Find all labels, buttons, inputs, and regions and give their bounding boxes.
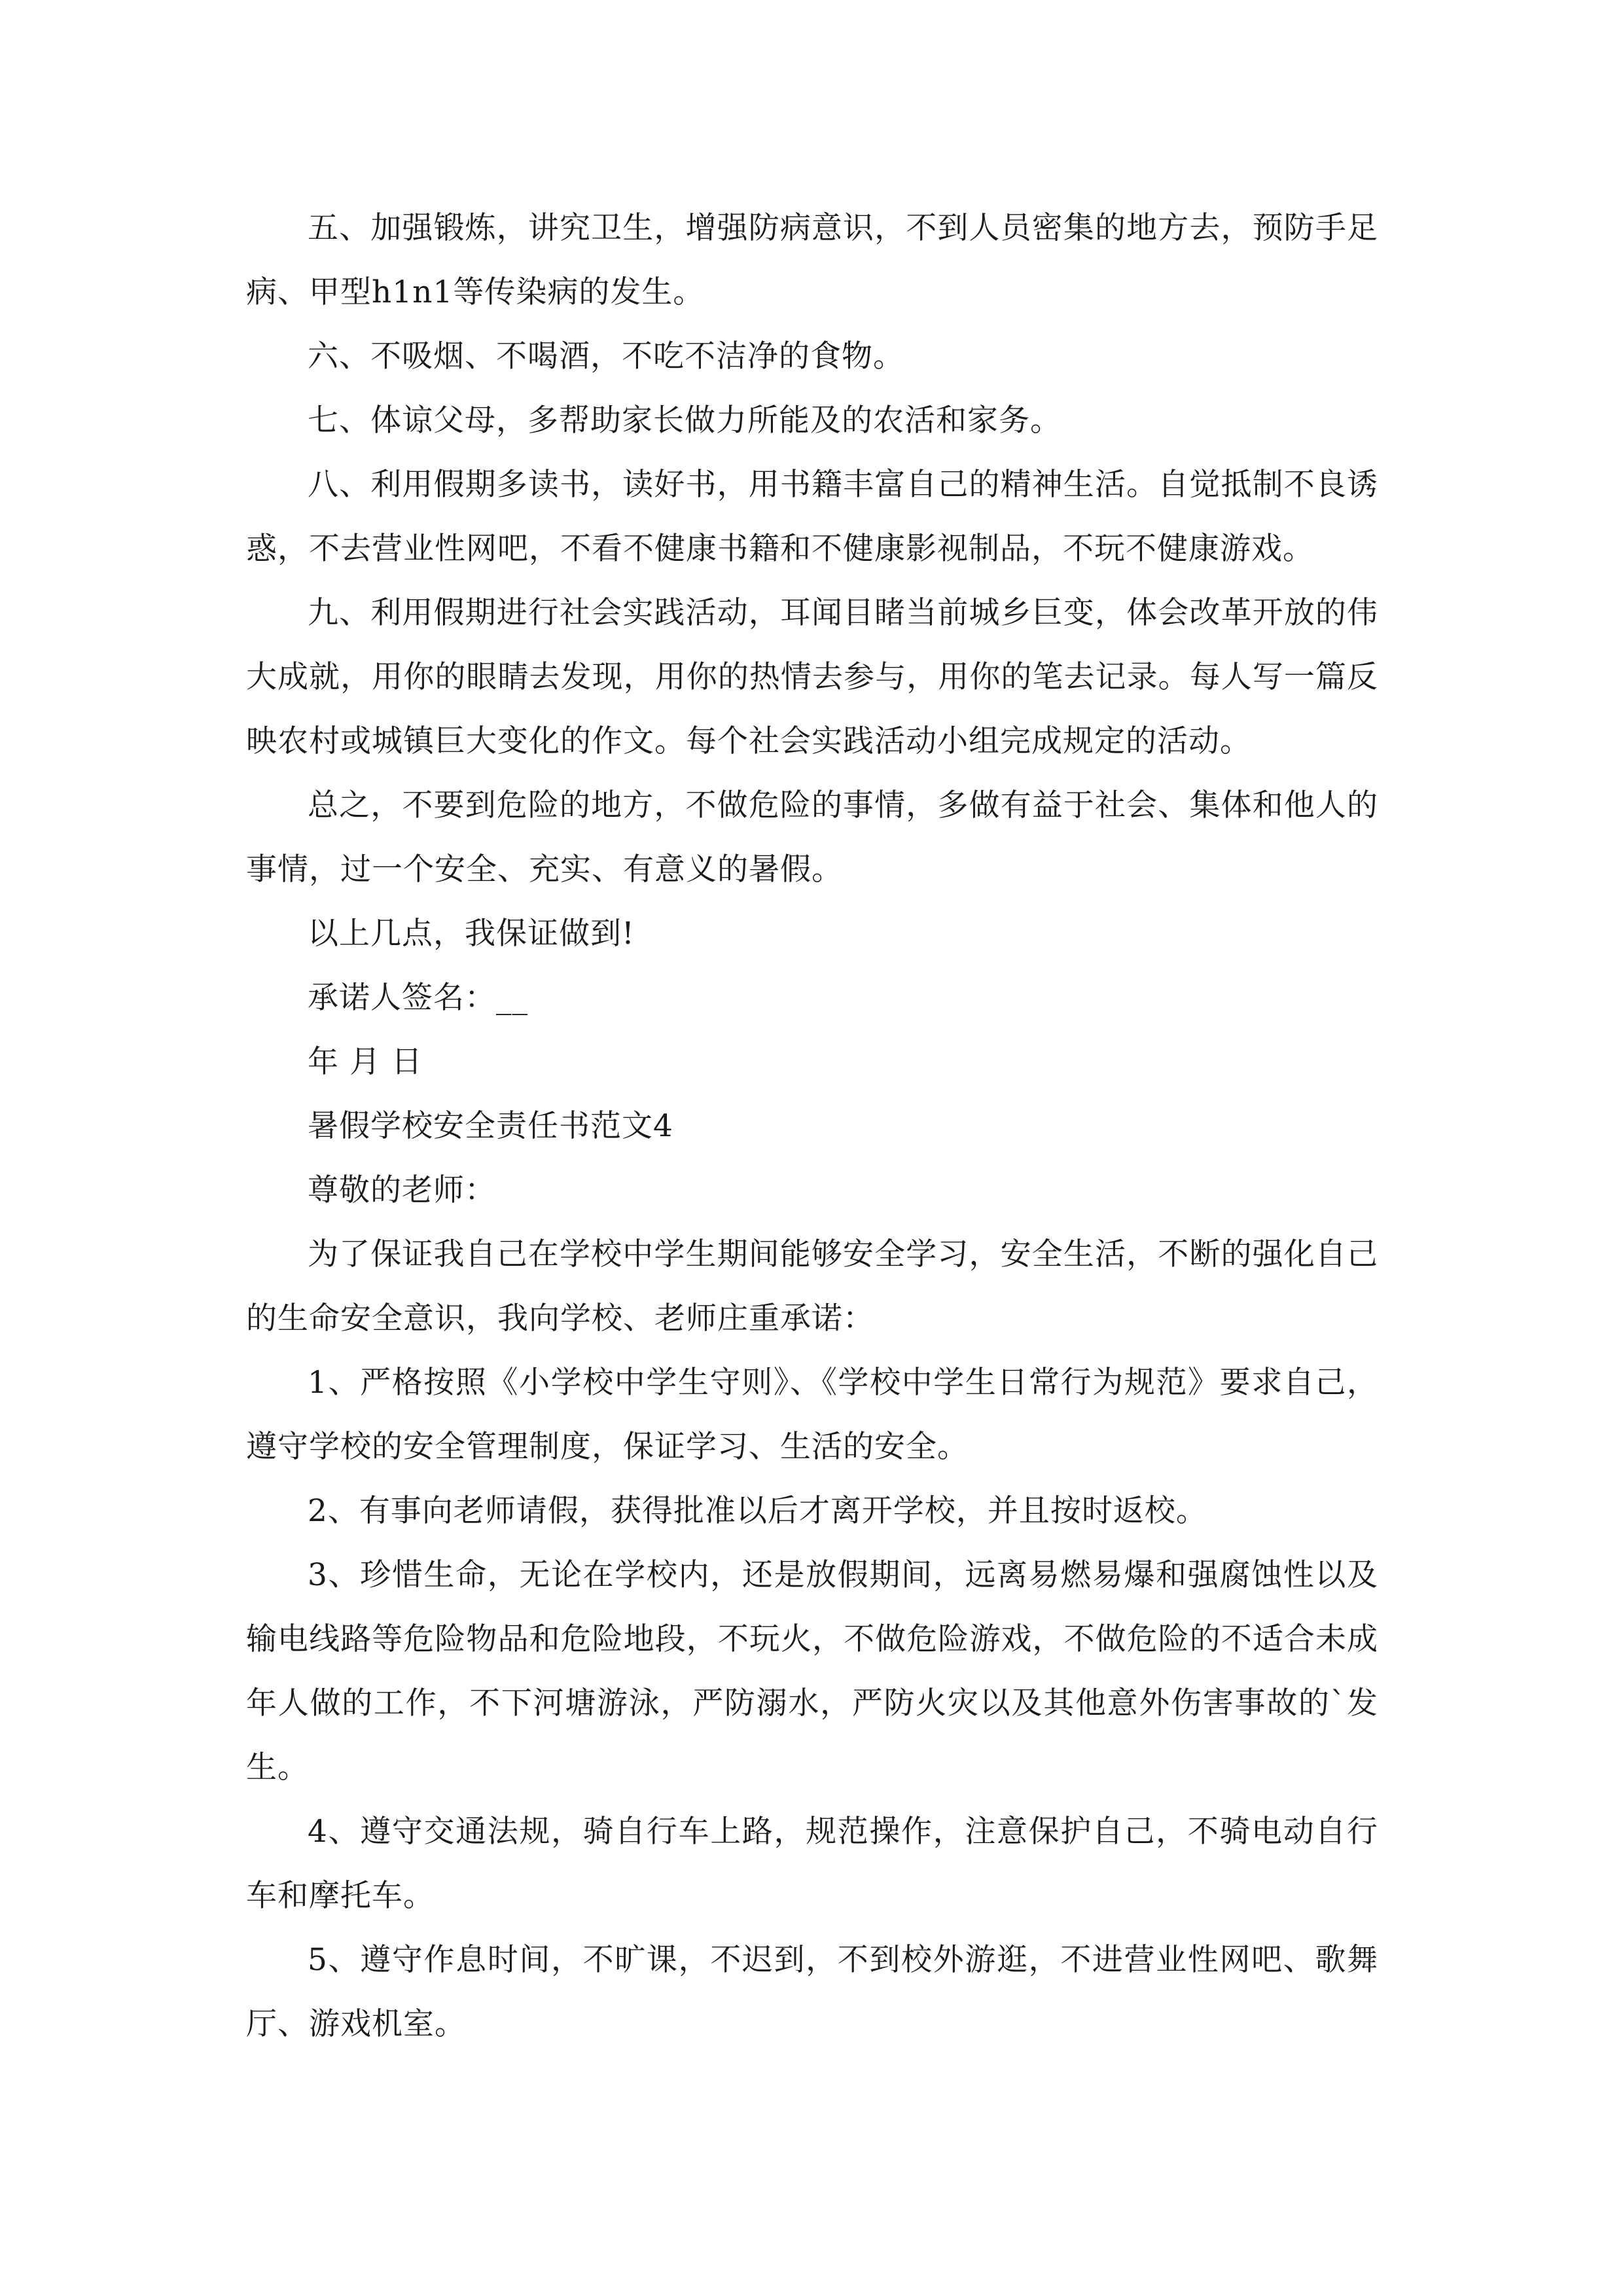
paragraph-guarantee: 以上几点，我保证做到! xyxy=(308,916,635,952)
paragraph-rule-7: 七、体谅父母，多帮助家长做力所能及的农活和家务。 xyxy=(308,403,1061,439)
signature-line: 承诺人签名：__ xyxy=(308,980,528,1016)
paragraph-summary: 总之，不要到危险的地方，不做危险的事情，多做有益于社会、集体和他人的事情，过一个安全、充实、有意义的暑假。 xyxy=(246,787,1378,888)
paragraph-intro: 为了保证我自己在学校中学生期间能够安全学习，安全生活，不断的强化自己的生命安全意识，我向学校、老师庄重承诺： xyxy=(246,1236,1378,1336)
paragraph-rule-5: 五、加强锻炼，讲究卫生，增强防病意识，不到人员密集的地方去，预防手足病、甲型h1n1等传染病的发生。 xyxy=(246,210,1378,310)
paragraph-item-3: 3、珍惜生命，无论在学校内，还是放假期间，远离易燃易爆和强腐蚀性以及输电线路等危险物品和危险地段，不玩火，不做危险游戏，不做危险的不适合未成年人做的工作，不下河塘游泳，严防溺水，严防火灾以及其他意外伤害事故的`发生。 xyxy=(246,1557,1378,1785)
paragraph-item-5: 5、遵守作息时间，不旷课，不迟到，不到校外游逛，不进营业性网吧、歌舞厅、游戏机室。 xyxy=(246,1942,1378,2042)
salutation: 尊敬的老师： xyxy=(308,1172,496,1208)
paragraph-rule-9: 九、利用假期进行社会实践活动，耳闻目睹当前城乡巨变，体会改革开放的伟大成就，用你的眼睛去发现，用你的热情去参与，用你的笔去记录。每人写一篇反映农村或城镇巨大变化的作文。每个社会实践活动小组完成规定的活动。 xyxy=(246,595,1378,759)
paragraph-item-2: 2、有事向老师请假，获得批准以后才离开学校，并且按时返校。 xyxy=(308,1493,1207,1529)
section-title: 暑假学校安全责任书范文4 xyxy=(308,1108,673,1144)
paragraph-rule-6: 六、不吸烟、不喝酒，不吃不洁净的食物。 xyxy=(308,338,904,374)
date-line: 年 月 日 xyxy=(308,1044,423,1080)
paragraph-item-4: 4、遵守交通法规，骑自行车上路，规范操作，注意保护自己，不骑电动自行车和摩托车。 xyxy=(246,1814,1378,1914)
document-body xyxy=(246,196,1378,2056)
paragraph-item-1: 1、严格按照《小学校中学生守则》、《学校中学生日常行为规范》要求自己，遵守学校的安全管理制度，保证学习、生活的安全。 xyxy=(246,1365,1378,1465)
paragraph-rule-8: 八、利用假期多读书，读好书，用书籍丰富自己的精神生活。自觉抵制不良诱惑，不去营业性网吧，不看不健康书籍和不健康影视制品，不玩不健康游戏。 xyxy=(246,467,1378,567)
